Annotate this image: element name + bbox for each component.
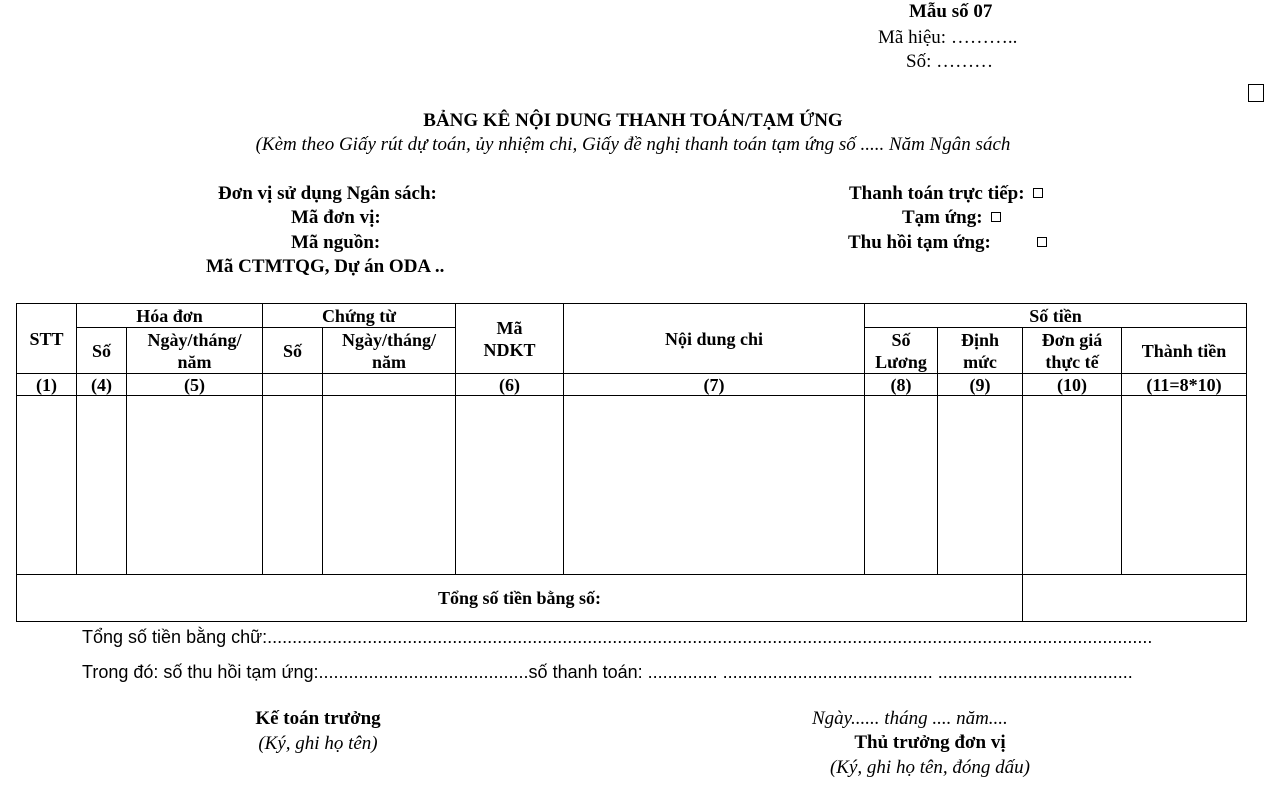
chief-accountant-title: Kế toán trưởng [255, 708, 381, 729]
direct-payment-label: Thanh toán trực tiếp: [849, 183, 1025, 204]
entry-cell[interactable] [17, 396, 77, 575]
number-line: Số: ……… [906, 51, 994, 72]
header-quantity [865, 328, 938, 374]
entry-cell[interactable] [323, 396, 456, 575]
total-value-cell[interactable] [1023, 575, 1247, 622]
total-row [17, 575, 1247, 622]
header-ndkt-line1: Mã [496, 317, 523, 338]
unit-code-label: Mã đơn vị: [291, 207, 381, 228]
index-cell: (11=8*10) [1122, 374, 1247, 396]
payment-table [16, 303, 1247, 622]
advance-option[interactable] [902, 207, 1001, 229]
index-cell: (7) [564, 374, 865, 396]
header-ndkt-line2: NDKT [483, 339, 536, 360]
index-cell: (5) [127, 374, 263, 396]
chief-accountant-note: (Ký, ghi họ tên) [258, 733, 378, 754]
checkbox-icon[interactable] [1033, 188, 1043, 198]
entry-cell[interactable] [564, 396, 865, 575]
header-unit-price-line2: thực tế [1045, 351, 1099, 372]
code-line: Mã hiệu: ……….. [878, 27, 1018, 48]
entry-cell[interactable] [77, 396, 127, 575]
header-voucher-date-line1: Ngày/tháng/ [341, 329, 437, 350]
advance-label: Tạm ứng: [902, 207, 983, 228]
header-unit-price [1023, 328, 1122, 374]
header-norm [938, 328, 1023, 374]
document-title: BẢNG KÊ NỘI DUNG THANH TOÁN/TẠM ỨNG [423, 110, 843, 131]
entry-cell[interactable] [1023, 396, 1122, 575]
header-quantity-line2: Lương [875, 351, 927, 372]
entry-cell[interactable] [456, 396, 564, 575]
index-row [17, 374, 1247, 396]
header-amount-group: Số tiền [865, 304, 1247, 328]
header-total: Thành tiền [1122, 328, 1247, 374]
header-invoice-date [127, 328, 263, 374]
total-label: Tổng số tiền bằng số: [17, 575, 1023, 622]
header-voucher-number: Số [263, 328, 323, 374]
head-of-unit-note: (Ký, ghi họ tên, đóng dấu) [829, 757, 1030, 778]
header-norm-line1: Định [960, 329, 1000, 350]
source-code-label: Mã nguồn: [291, 232, 381, 253]
head-of-unit-title: Thủ trưởng đơn vị [854, 732, 1006, 753]
header-invoice-group: Hóa đơn [77, 304, 263, 328]
header-unit-price-line1: Đơn giá [1041, 329, 1103, 350]
header-stt: STT [17, 304, 77, 374]
direct-payment-option[interactable] [849, 183, 1043, 205]
index-cell [323, 374, 456, 396]
entry-cell[interactable] [263, 396, 323, 575]
header-voucher-date [323, 328, 456, 374]
advance-recovery-option[interactable] [848, 232, 1047, 254]
index-cell: (8) [865, 374, 938, 396]
form-number: Mẫu số 07 [909, 1, 993, 22]
header-content: Nội dung chi [564, 304, 865, 374]
entry-cell[interactable] [127, 396, 263, 575]
date-line: Ngày...... tháng .... năm.... [812, 708, 1008, 729]
table-row [17, 396, 1247, 575]
checkbox-icon[interactable] [991, 212, 1001, 222]
header-norm-line2: mức [963, 351, 997, 372]
header-invoice-number: Số [77, 328, 127, 374]
checkbox-icon[interactable] [1037, 237, 1047, 247]
index-cell: (4) [77, 374, 127, 396]
entry-cell[interactable] [938, 396, 1023, 575]
header-voucher-group: Chứng từ [263, 304, 456, 328]
index-cell: (6) [456, 374, 564, 396]
recovery-line[interactable]: Trong đó: số thu hồi tạm ứng:..........................................số thanh toán: .............. .......................................... ....................................... [82, 662, 1133, 682]
header-ndkt [456, 304, 564, 374]
entry-cell[interactable] [865, 396, 938, 575]
index-cell: (1) [17, 374, 77, 396]
budget-unit-label: Đơn vị sử dụng Ngân sách: [218, 183, 437, 204]
index-cell [263, 374, 323, 396]
header-invoice-date-line2: năm [177, 351, 212, 372]
document-subtitle: (Kèm theo Giấy rút dự toán, ủy nhiệm chi, Giấy đề nghị thanh toán tạm ứng số ..... Năm Ngân sách [255, 134, 1011, 155]
index-cell: (9) [938, 374, 1023, 396]
program-code-label: Mã CTMTQG, Dự án ODA .. [206, 256, 445, 277]
total-in-words-line[interactable]: Tổng số tiền bằng chữ:................................................................................................................................................................................. [82, 627, 1153, 647]
checkbox-icon[interactable] [1248, 84, 1264, 102]
header-quantity-line1: Số [891, 329, 911, 350]
entry-cell[interactable] [1122, 396, 1247, 575]
header-invoice-date-line1: Ngày/tháng/ [147, 329, 242, 350]
advance-recovery-label: Thu hồi tạm ứng: [848, 232, 991, 253]
index-cell: (10) [1023, 374, 1122, 396]
header-voucher-date-line2: năm [371, 351, 406, 372]
